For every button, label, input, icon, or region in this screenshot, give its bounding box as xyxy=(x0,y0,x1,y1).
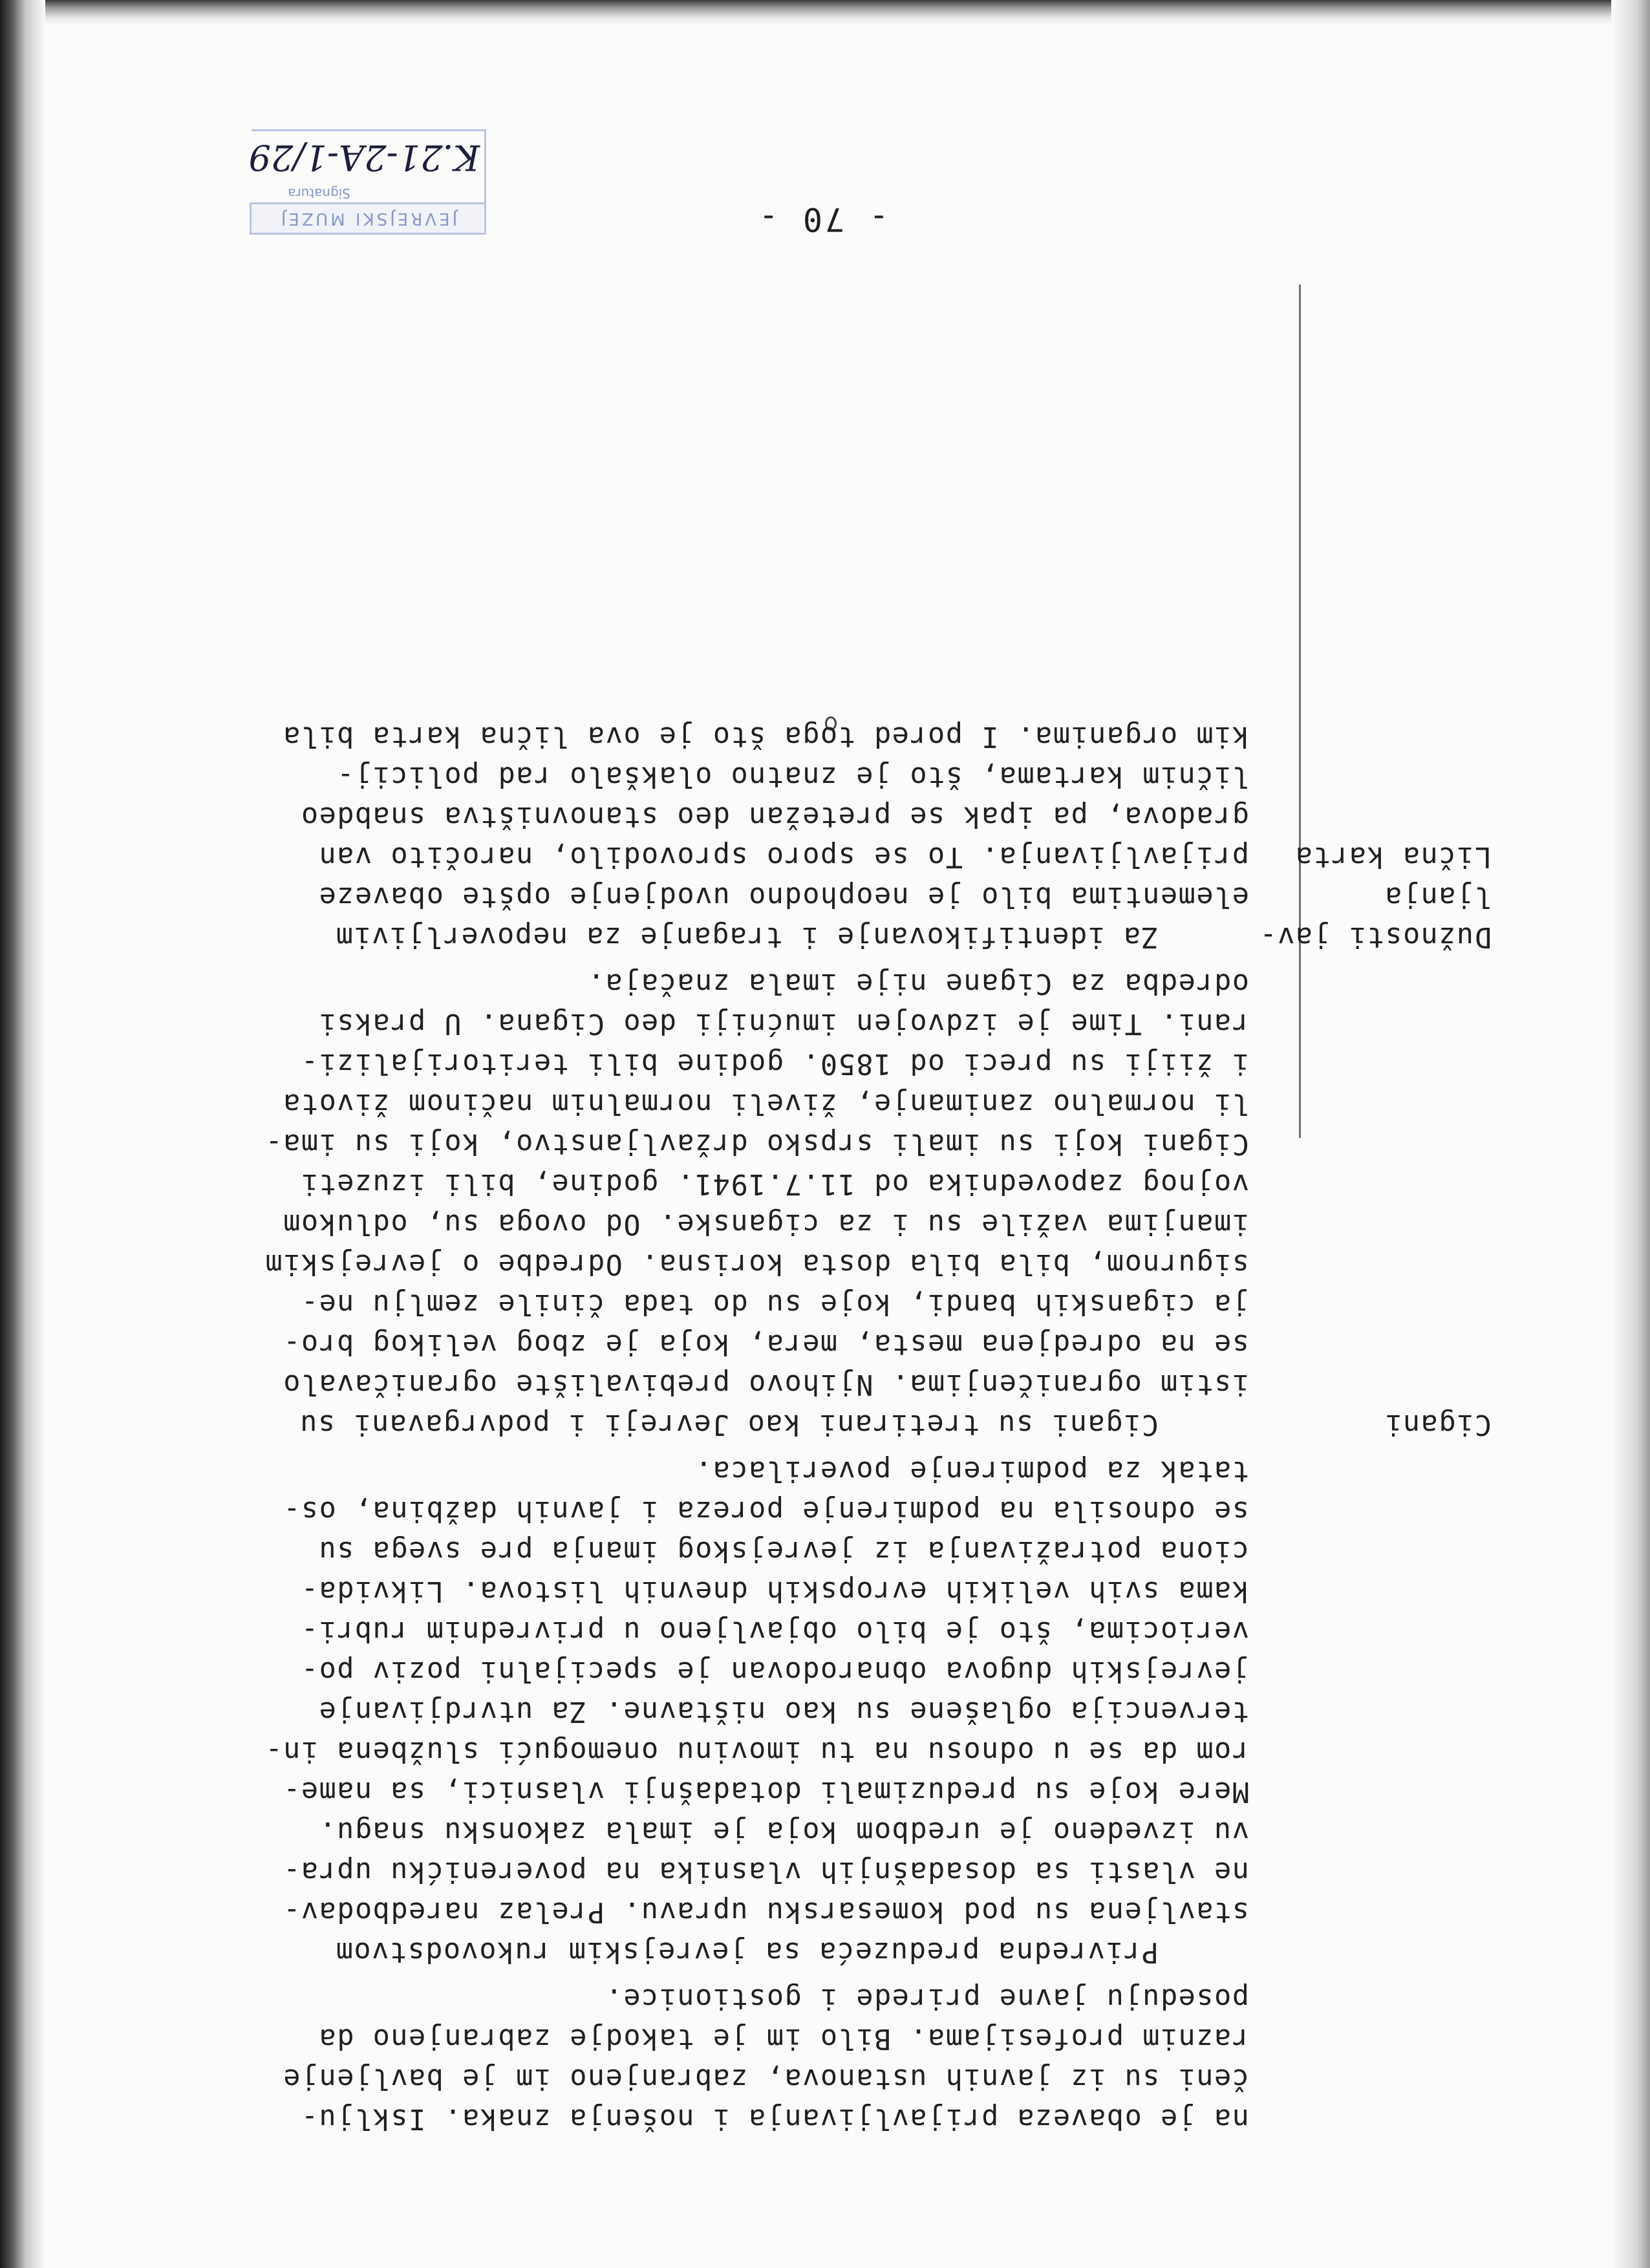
text-line: prijavljivanja. To se sporo sprovodilo, naročito van xyxy=(318,840,1249,873)
text-line: Za identifikovanje i traganje za nepoverljivim xyxy=(335,921,1159,953)
text-line: se odnosila na podmirenje poreza i javnih dažbina, os- xyxy=(282,1495,1249,1527)
text-line: ne vlasti sa dosadašnjih vlasnika na poverenićku upra- xyxy=(282,1856,1249,1888)
text-line: tatak za podmirenje poverilaca. xyxy=(694,1455,1249,1487)
text-line: poseduju javne prirede i gostionice. xyxy=(605,1982,1249,2015)
text-line: ja ciganskih bandi, koje su do tada činile zemlju ne- xyxy=(300,1288,1249,1320)
text-line: vojnog zapovednika od 11.7.1941. godine, bili izuzeti xyxy=(300,1168,1249,1200)
text-line: kama svih velikih evropskih dnevnih listova. Likvida- xyxy=(300,1575,1249,1607)
text-line: se na odredjena mesta, mera, koja je zbog velikog bro- xyxy=(282,1328,1249,1360)
text-line: odredba za Cigane nije imala značaja. xyxy=(586,967,1249,1000)
text-line: jevrejskih dugova obnarodovan je specijalni poziv po- xyxy=(300,1655,1249,1687)
stamp-handwritten-code: K.21-2A-1/29 xyxy=(248,137,480,178)
text-line: ciona potraživanja iz jevrejskog imanja pre svega su xyxy=(318,1535,1249,1567)
text-line: Cigani su tretirani kao Jevreji i podvrgavani su xyxy=(299,1408,1159,1440)
text-line: Mere koje su preduzimali dotadašnji vlasnici, sa name- xyxy=(282,1775,1249,1808)
stamp-institution: JEVREJSKI MUZEJ xyxy=(250,202,486,235)
text-line: imanjima važile su i za ciganske. Od ovoga su, odlukom xyxy=(282,1208,1249,1240)
text-line: ličnim kartama, što je znatno olakšalo rad policij- xyxy=(336,760,1249,793)
stamp-signature-label: Signatura xyxy=(288,186,350,201)
text-line: vu izvedeno je uredbom koja je imala zakonsku snagu. xyxy=(318,1815,1249,1848)
museum-stamp xyxy=(248,125,486,235)
text-line: čeni su iz javnih ustanova, zabranjeno im je bavljenje xyxy=(282,2062,1249,2095)
margin-note: ljanja xyxy=(1384,881,1492,913)
text-line: i žiiji su preci od 1850. godine bili teritorijalizi- xyxy=(300,1047,1249,1080)
text-line: elementima bilo je neophodno uvodjenje opšte obaveze xyxy=(318,881,1249,913)
text-line: raznim profesijama. Bilo im je takodje zabranjeno da xyxy=(318,2022,1249,2055)
page-number: - 70 - xyxy=(756,200,889,238)
text-line: na je obaveza prijavljivanja i nošenja znaka. Isklju- xyxy=(300,2102,1249,2135)
text-line: veriocima, što je bilo objavljeno u privrednim rubri- xyxy=(300,1615,1249,1647)
text-line: istim ograničenjima. Njihovo prebivalište ograničavalo xyxy=(282,1368,1249,1400)
text-line: li normalno zanimanje, živeli normalnim načinom života xyxy=(282,1087,1249,1120)
margin-note: Dužnosti jav- xyxy=(1259,921,1492,953)
text-line: rani. Time je izdvojen imućniji deo Cigana. U praksi xyxy=(318,1007,1249,1040)
text-line: stavljena su pod komesarsku upravu. Prelaz naredbodav- xyxy=(282,1896,1249,1928)
text-line: Cigani koji su imali srpsko državljanstvo, koji su ima- xyxy=(264,1128,1249,1160)
margin-rule-line xyxy=(1299,284,1301,1138)
text-line: Privredna preduzeća sa jevrejskim rukovodstvom xyxy=(335,1936,1159,1968)
text-line: sigurnom, bila bila dosta korisna. Odredbe o jevrejskim xyxy=(264,1248,1249,1280)
text-line: tervencija oglašene su kao ništavne. Za utvrdjivanje xyxy=(318,1695,1249,1728)
text-line: kim organima. I pored toga što je ova lična karta bila xyxy=(282,720,1249,753)
margin-note: Lična karta xyxy=(1294,840,1492,873)
text-line: rom da se u odnosu na tu imovinu onemogući službena in- xyxy=(264,1735,1249,1768)
margin-note: Cigani xyxy=(1384,1408,1492,1440)
text-line: gradova, pa ipak se pretežan deo stanovništva snabdeo xyxy=(300,800,1249,833)
